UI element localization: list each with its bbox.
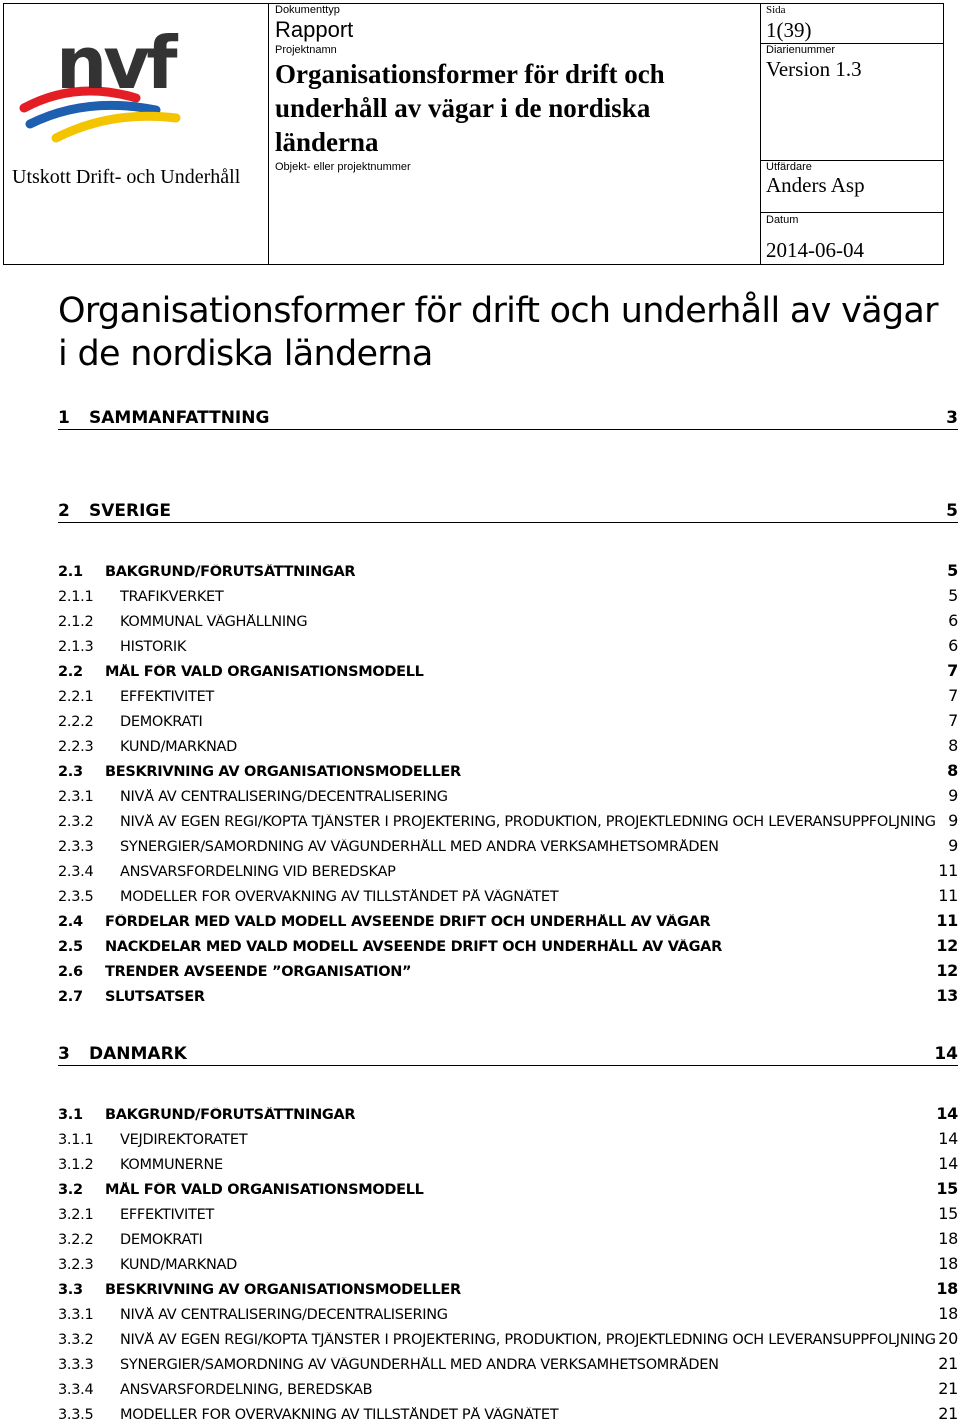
toc-entry-number: 3.1.1 xyxy=(58,1132,94,1148)
header-divider xyxy=(760,212,943,213)
toc-entry-number: 2.3.1 xyxy=(58,789,94,805)
toc-entry-title: NIVÅ AV EGEN REGI/KÖPTA TJÄNSTER I PROJEKTERING, PRODUKTION, PROJEKTLEDNING OCH LEVERANSUPPFÖLJNING xyxy=(120,814,936,830)
toc-entry-page: 14 xyxy=(934,1044,958,1064)
toc-entry-page: 18 xyxy=(936,1279,958,1298)
diary-label: Diarienummer xyxy=(766,44,836,56)
page-label: Sida xyxy=(766,4,786,16)
toc-entry-title: MÅL FÖR VALD ORGANISATIONSMODELL xyxy=(105,1182,424,1198)
toc-entry-page: 20 xyxy=(938,1329,958,1348)
toc-entry-number: 2.3.3 xyxy=(58,839,94,855)
toc-entry-title: SLUTSATSER xyxy=(105,989,205,1005)
toc-entry-title: MODELLER FÖR ÖVERVAKNING AV TILLSTÅNDET PÅ VÄGNÄTET xyxy=(120,889,559,905)
toc-entry[interactable] xyxy=(58,711,958,730)
toc-entry-page: 3 xyxy=(946,408,958,428)
toc-entry-number: 3.3.3 xyxy=(58,1357,94,1373)
toc-entry[interactable] xyxy=(58,886,958,905)
toc-entry-number: 3.2 xyxy=(58,1182,83,1198)
page-number: 1(39) xyxy=(766,18,812,42)
toc-entry-title: NIVÅ AV CENTRALISERING/DECENTRALISERING xyxy=(120,789,448,805)
toc-entry[interactable] xyxy=(58,586,958,605)
toc-entry-title: BAKGRUND/FÖRUTSÄTTNINGAR xyxy=(105,564,356,580)
toc-entry[interactable] xyxy=(58,1229,958,1248)
toc-entry-number: 2.1 xyxy=(58,564,83,580)
toc-entry-number: 1 xyxy=(58,408,70,428)
toc-entry-title: DEMOKRATI xyxy=(120,714,203,730)
toc-entry-page: 12 xyxy=(936,961,958,980)
toc-entry-title: SYNERGIER/SAMORDNING AV VÄGUNDERHÅLL MED ANDRA VERKSAMHETSOMRÅDEN xyxy=(120,1357,719,1373)
toc-entry-page: 14 xyxy=(938,1154,958,1173)
toc-entry-number: 2.3.4 xyxy=(58,864,94,880)
toc-entry-page: 6 xyxy=(948,636,958,655)
toc-entry[interactable] xyxy=(58,501,958,523)
toc-entry[interactable] xyxy=(58,861,958,880)
toc-entry[interactable] xyxy=(58,1329,958,1348)
toc-entry-title: ANSVARSFÖRDELNING VID BEREDSKAP xyxy=(120,864,396,880)
toc-entry-number: 2.2.3 xyxy=(58,739,94,755)
project-name: Organisationsformer för drift och underhåll av vägar i de nordiska länderna xyxy=(275,59,665,157)
toc-entry-page: 21 xyxy=(938,1404,958,1423)
toc-entry-page: 9 xyxy=(948,811,958,830)
toc-entry-number: 3 xyxy=(58,1044,70,1064)
toc-entry[interactable] xyxy=(58,811,958,830)
toc-entry-title: ANSVARSFÖRDELNING, BEREDSKAB xyxy=(120,1382,373,1398)
toc-entry[interactable] xyxy=(58,1179,958,1198)
toc-entry-number: 3.3.1 xyxy=(58,1307,94,1323)
toc-entry-title: DANMARK xyxy=(89,1044,187,1064)
toc-entry-page: 6 xyxy=(948,611,958,630)
toc-entry[interactable] xyxy=(58,836,958,855)
toc-entry-title: TRENDER AVSEENDE ”ORGANISATION” xyxy=(105,964,412,980)
toc-entry[interactable] xyxy=(58,1104,958,1123)
toc-entry-title: BESKRIVNING AV ORGANISATIONSMODELLER xyxy=(105,764,461,780)
toc-entry-page: 5 xyxy=(948,586,958,605)
toc-entry-number: 3.2.1 xyxy=(58,1207,94,1223)
toc-entry-page: 15 xyxy=(936,1179,958,1198)
issuer: Anders Asp xyxy=(766,173,865,197)
toc-entry-title: VEJDIREKTORATET xyxy=(120,1132,248,1148)
toc-entry-number: 3.3.5 xyxy=(58,1407,94,1423)
toc-entry-page: 7 xyxy=(948,686,958,705)
toc-entry-title: NIVÅ AV CENTRALISERING/DECENTRALISERING xyxy=(120,1307,448,1323)
toc-entry[interactable] xyxy=(58,1154,958,1173)
toc-entry-page: 12 xyxy=(936,936,958,955)
toc-entry-number: 2.1.1 xyxy=(58,589,94,605)
toc-entry-number: 2.3.2 xyxy=(58,814,94,830)
toc-entry[interactable] xyxy=(58,1204,958,1223)
toc-entry-number: 3.1.2 xyxy=(58,1157,94,1173)
toc-entry-number: 2.5 xyxy=(58,939,83,955)
toc-entry[interactable] xyxy=(58,611,958,630)
toc-entry-page: 8 xyxy=(948,736,958,755)
toc-entry-title: DEMOKRATI xyxy=(120,1232,203,1248)
toc-entry-title: MODELLER FÖR ÖVERVAKNING AV TILLSTÅNDET PÅ VÄGNÄTET xyxy=(120,1407,559,1423)
object-number-label: Objekt- eller projektnummer xyxy=(275,161,411,173)
toc-entry[interactable] xyxy=(58,636,958,655)
toc-entry-title: EFFEKTIVITET xyxy=(120,1207,214,1223)
toc-entry-title: NIVÅ AV EGEN REGI/KÖPTA TJÄNSTER I PROJEKTERING, PRODUKTION, PROJEKTLEDNING OCH LEVERANSUPPFÖLJNING xyxy=(120,1332,936,1348)
toc-entry-title: SYNERGIER/SAMORDNING AV VÄGUNDERHÅLL MED ANDRA VERKSAMHETSOMRÅDEN xyxy=(120,839,719,855)
document-header xyxy=(3,3,944,265)
toc-entry-page: 9 xyxy=(948,786,958,805)
logo-text: nvf xyxy=(56,21,174,105)
toc-entry-number: 2.3 xyxy=(58,764,83,780)
doc-type-label: Dokumenttyp xyxy=(275,4,340,16)
toc-entry-page: 21 xyxy=(938,1354,958,1373)
toc-entry-title: BAKGRUND/FÖRUTSÄTTNINGAR xyxy=(105,1107,356,1123)
toc-entry[interactable] xyxy=(58,761,958,780)
toc-entry[interactable] xyxy=(58,661,958,680)
toc-entry[interactable] xyxy=(58,1304,958,1323)
toc-entry[interactable] xyxy=(58,1354,958,1373)
toc-entry[interactable] xyxy=(58,786,958,805)
toc-entry-page: 13 xyxy=(936,986,958,1005)
toc-entry-number: 2.2 xyxy=(58,664,83,680)
toc-entry[interactable] xyxy=(58,936,958,955)
toc-entry-number: 2.7 xyxy=(58,989,83,1005)
toc-entry-number: 3.3 xyxy=(58,1282,83,1298)
toc-entry[interactable] xyxy=(58,408,958,430)
document-title: Organisationsformer för drift och underhåll av vägar i de nordiska länderna xyxy=(58,291,938,374)
toc-entry[interactable] xyxy=(58,1279,958,1298)
toc-entry-number: 2.2.2 xyxy=(58,714,94,730)
toc-entry-title: KUND/MARKNAD xyxy=(120,739,237,755)
toc-entry-number: 3.1 xyxy=(58,1107,83,1123)
doc-type: Rapport xyxy=(275,17,354,42)
toc-entry-number: 3.3.2 xyxy=(58,1332,94,1348)
issuer-label: Utfärdare xyxy=(766,161,812,173)
department-name: Utskott Drift- och Underhåll xyxy=(12,166,241,188)
toc-entry-page: 18 xyxy=(938,1229,958,1248)
toc-entry-page: 7 xyxy=(948,711,958,730)
nvf-logo xyxy=(16,10,196,148)
toc-entry-number: 2.2.1 xyxy=(58,689,94,705)
toc-entry-page: 21 xyxy=(938,1379,958,1398)
toc-entry-title: KOMMUNAL VÄGHÅLLNING xyxy=(120,614,308,630)
toc-entry-title: BESKRIVNING AV ORGANISATIONSMODELLER xyxy=(105,1282,461,1298)
toc-entry-number: 2.6 xyxy=(58,964,83,980)
toc-entry[interactable] xyxy=(58,736,958,755)
toc-entry-title: KOMMUNERNE xyxy=(120,1157,223,1173)
toc-entry[interactable] xyxy=(58,961,958,980)
toc-entry-title: FÖRDELAR MED VALD MODELL AVSEENDE DRIFT OCH UNDERHÅLL AV VÄGAR xyxy=(105,914,711,930)
date: 2014-06-04 xyxy=(766,238,864,262)
diary-value: Version 1.3 xyxy=(766,57,862,81)
toc-entry-number: 3.2.2 xyxy=(58,1232,94,1248)
toc-entry[interactable] xyxy=(58,911,958,930)
toc-entry[interactable] xyxy=(58,1044,958,1066)
toc-entry-title: KUND/MARKNAD xyxy=(120,1257,237,1273)
toc-entry-page: 5 xyxy=(947,561,958,580)
toc-entry-page: 5 xyxy=(946,501,958,521)
toc-entry-page: 18 xyxy=(938,1304,958,1323)
toc-entry-title: MÅL FÖR VALD ORGANISATIONSMODELL xyxy=(105,664,424,680)
toc-entry-page: 9 xyxy=(948,836,958,855)
header-divider xyxy=(268,4,269,264)
toc-entry-page: 7 xyxy=(947,661,958,680)
toc-entry-number: 2.1.3 xyxy=(58,639,94,655)
toc-entry[interactable] xyxy=(58,1404,958,1423)
toc-entry-number: 2.3.5 xyxy=(58,889,94,905)
toc-entry-page: 8 xyxy=(947,761,958,780)
toc-entry[interactable] xyxy=(58,561,958,580)
toc-entry[interactable] xyxy=(58,986,958,1005)
toc-entry[interactable] xyxy=(58,1254,958,1273)
toc-entry[interactable] xyxy=(58,1379,958,1398)
toc-entry-page: 11 xyxy=(938,861,958,880)
toc-entry-page: 15 xyxy=(938,1204,958,1223)
toc-entry-page: 14 xyxy=(938,1129,958,1148)
toc-entry-number: 2.1.2 xyxy=(58,614,94,630)
toc-entry-title: NACKDELAR MED VALD MODELL AVSEENDE DRIFT OCH UNDERHÅLL AV VÄGAR xyxy=(105,939,722,955)
project-name-label: Projektnamn xyxy=(275,44,337,56)
toc-entry-title: EFFEKTIVITET xyxy=(120,689,214,705)
toc-entry-title: SVERIGE xyxy=(89,501,171,521)
toc-entry-page: 11 xyxy=(936,911,958,930)
toc-entry-page: 18 xyxy=(938,1254,958,1273)
date-label: Datum xyxy=(766,214,799,226)
toc-entry-title: TRAFIKVERKET xyxy=(120,589,224,605)
toc-entry-title: HISTORIK xyxy=(120,639,187,655)
toc-entry-title: SAMMANFATTNING xyxy=(89,408,270,428)
toc-entry-page: 11 xyxy=(938,886,958,905)
toc-entry-number: 2 xyxy=(58,501,70,521)
toc-entry-number: 3.3.4 xyxy=(58,1382,94,1398)
toc-entry-number: 3.2.3 xyxy=(58,1257,94,1273)
toc-entry-number: 2.4 xyxy=(58,914,83,930)
toc-entry[interactable] xyxy=(58,1129,958,1148)
toc-entry-page: 14 xyxy=(936,1104,958,1123)
toc-entry[interactable] xyxy=(58,686,958,705)
